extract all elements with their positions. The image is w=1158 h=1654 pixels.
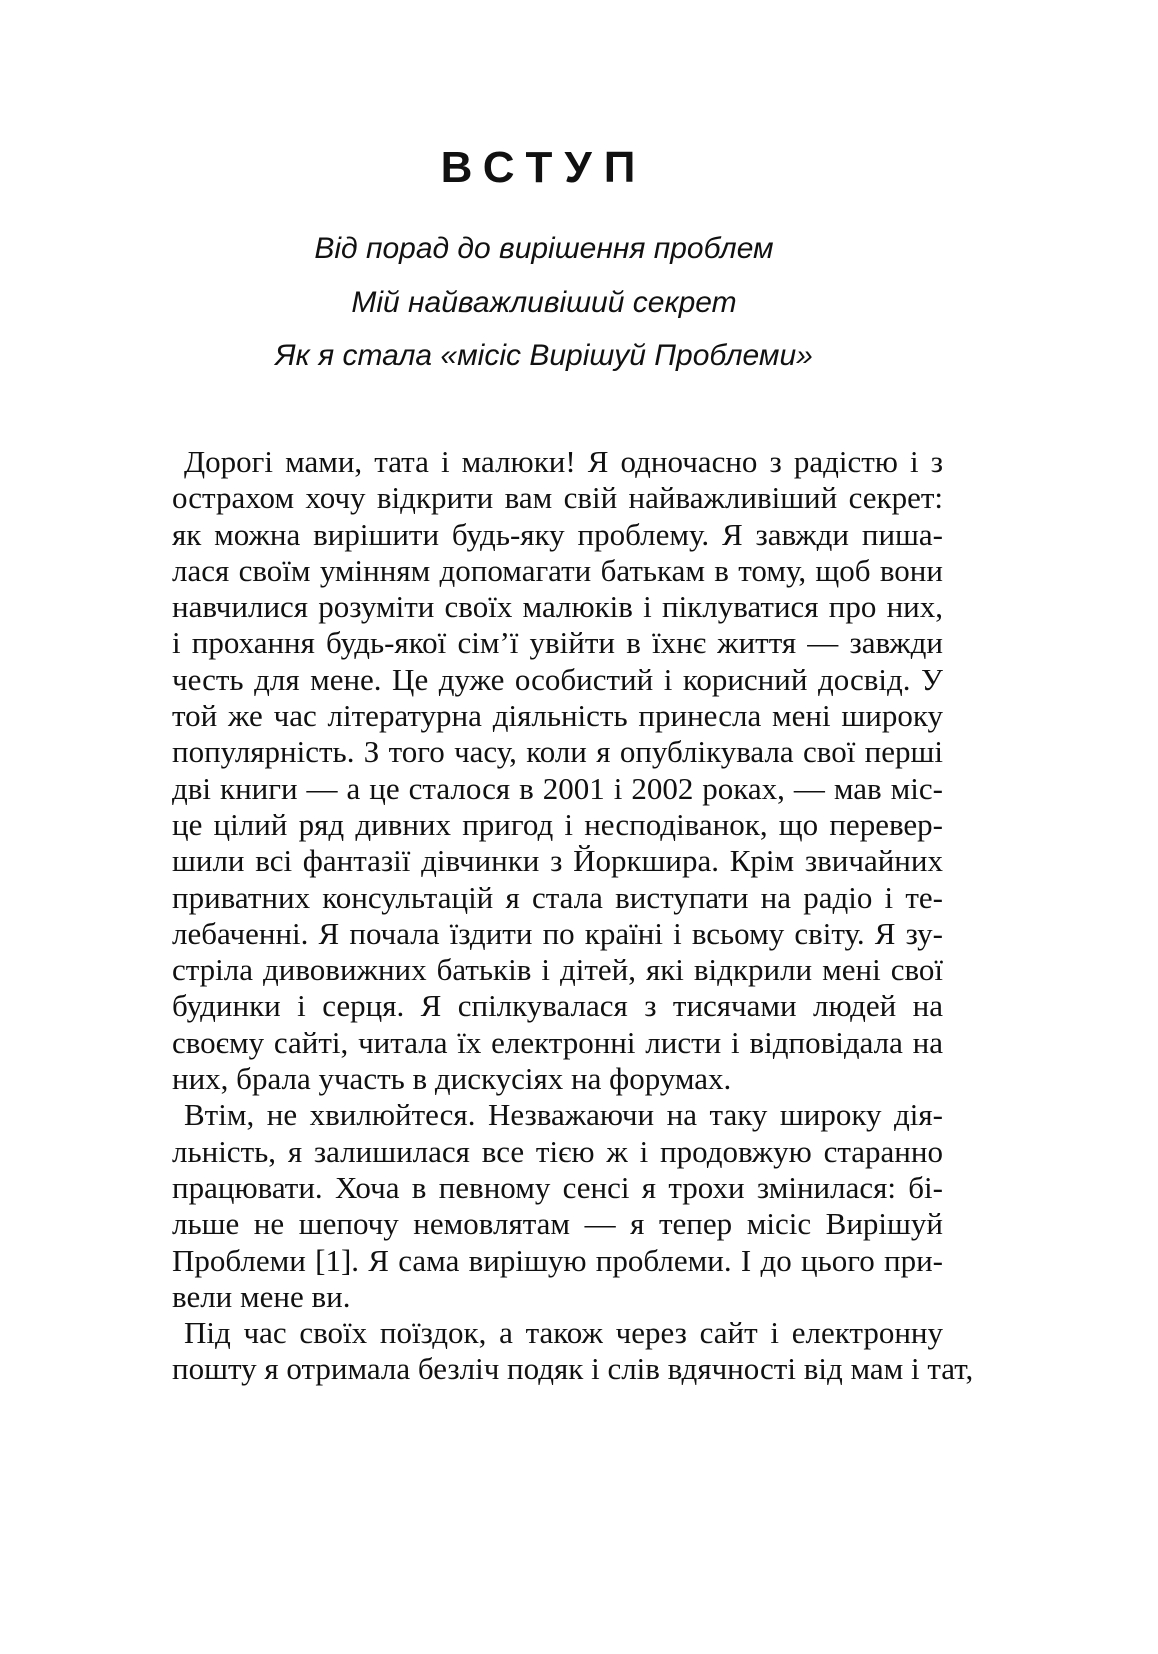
paragraph (172, 444, 943, 1097)
text-line: Під час своїх поїздок, а також через сайт і електронну (184, 1315, 943, 1351)
text-line: дві книги — а це сталося в 2001 і 2002 роках, — мав міс- (172, 770, 943, 806)
paragraph (172, 1097, 943, 1315)
text-line: популярність. З того часу, коли я опублікувала свої перші (172, 734, 943, 770)
text-line: як можна вирішити будь-яку проблему. Я завжди пиша- (172, 516, 943, 552)
text-line: льше не шепочу немовлятам — я тепер місіс Вирішуй (172, 1206, 943, 1242)
text-line: і прохання будь-якої сім’ї увійти в їхнє життя — завжди (172, 625, 943, 661)
text-line: честь для мене. Це дуже особистий і корисний досвід. У (172, 661, 943, 697)
text-line: лебаченні. Я почала їздити по країні і всьому світу. Я зу- (172, 915, 943, 951)
text-line: Дорогі мами, тата і малюки! Я одночасно з радістю і з (184, 444, 943, 479)
paragraph (172, 1315, 974, 1388)
text-line: працювати. Хоча в певному сенсі я трохи змінилася: бі- (172, 1169, 943, 1205)
chapter-heading: ВСТУП (440, 143, 648, 192)
text-line: пошту я отримала безліч подяк і слів вдячності від мам і тат, (172, 1351, 974, 1387)
text-line: них, брала участь в дискусіях на форумах. (172, 1061, 732, 1097)
subtitle-line: Мій найважливіший секрет (351, 285, 737, 319)
body-text (172, 444, 974, 1388)
text-line: вели мене ви. (172, 1278, 351, 1314)
subtitle-line: Від порад до вирішення проблем (314, 232, 774, 265)
text-line: лася своїм умінням допомагати батькам в тому, щоб вони (172, 552, 943, 588)
text-line: стріла дивовижних батьків і дітей, які відкрили мені свої (172, 952, 943, 988)
text-line: льність, я залишилася все тією ж і продовжую старанно (172, 1133, 943, 1169)
text-line: острахом хочу відкрити вам свій найважливіший секрет: (172, 480, 943, 516)
subtitle-line: Як я стала «місіс Вирішуй Проблеми» (275, 339, 813, 372)
text-line: будинки і серця. Я спілкувалася з тисячами людей на (172, 988, 943, 1024)
text-line: шили всі фантазії дівчинки з Йоркшира. Крім звичайних (172, 843, 943, 879)
text-line: Втім, не хвилюйтеся. Незважаючи на таку широку дія- (184, 1097, 943, 1133)
text-line: це цілий ряд дивних пригод і несподіванок, що перевер- (172, 806, 943, 842)
text-line: той же час літературна діяльність принесла мені широку (172, 698, 943, 734)
text-line: приватних консультацій я стала виступати на радіо і те- (172, 879, 943, 915)
text-line: навчилися розуміти своїх малюків і піклуватися про них, (172, 589, 943, 625)
chapter-subtitles (0, 222, 1088, 383)
text-line: своєму сайті, читала їх електронні листи і відповідала на (172, 1024, 943, 1060)
text-line: Проблеми [1]. Я сама вирішую проблеми. І до цього при- (172, 1242, 943, 1278)
